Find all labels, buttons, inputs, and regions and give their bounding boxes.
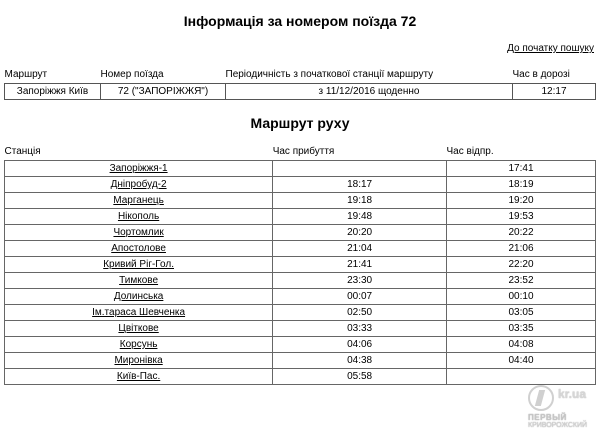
route-header-row (5, 145, 596, 161)
station-link[interactable]: Апостолове (111, 243, 166, 254)
route-row (5, 161, 596, 177)
departure-time-cell: 03:35 (447, 321, 596, 337)
route-row (5, 225, 596, 241)
station-cell (5, 369, 273, 385)
travel-time-value: 12:17 (513, 84, 596, 100)
train-info-row (5, 84, 596, 100)
station-cell (5, 225, 273, 241)
station-cell (5, 353, 273, 369)
station-cell (5, 273, 273, 289)
route-table (4, 145, 596, 385)
departure-time-cell: 03:05 (447, 305, 596, 321)
periodicity-header: Періодичність з початкової станції маршруту (225, 68, 434, 80)
arrival-time-cell: 04:06 (273, 337, 447, 353)
departure-time-cell: 17:41 (447, 161, 596, 177)
watermark-line3: КРИВОРОЖСКИЙ (528, 422, 588, 429)
arrival-time-cell: 02:50 (273, 305, 447, 321)
train-info-header-row (5, 68, 596, 84)
travel-time-header: Час в дорозі (512, 68, 570, 80)
arrival-time-cell: 21:41 (273, 257, 447, 273)
departure-time-cell: 00:10 (447, 289, 596, 305)
arrival-time-cell (273, 161, 447, 177)
station-link[interactable]: Київ-Пас. (116, 371, 161, 382)
departure-time-cell: 21:06 (447, 241, 596, 257)
arrival-time-cell: 20:20 (273, 225, 447, 241)
station-link[interactable]: Корсунь (119, 339, 158, 350)
station-link[interactable]: Долинська (113, 291, 164, 302)
departure-time-cell: 19:20 (447, 193, 596, 209)
station-link[interactable]: Чортомлик (113, 227, 164, 238)
station-cell (5, 193, 273, 209)
station-link[interactable]: Тимкове (119, 275, 159, 286)
station-cell (5, 321, 273, 337)
departure-time-cell: 22:20 (447, 257, 596, 273)
route-row (5, 305, 596, 321)
route-table-body (5, 161, 596, 385)
arrival-time-cell: 19:18 (273, 193, 447, 209)
departure-time-cell: 18:19 (447, 177, 596, 193)
station-link[interactable]: Миронівка (114, 355, 163, 366)
route-row (5, 273, 596, 289)
station-link[interactable]: Нікополь (117, 211, 160, 222)
route-row (5, 257, 596, 273)
route-section-title: Маршрут руху (250, 115, 350, 131)
route-value: Запоріжжя Київ (5, 84, 101, 100)
route-header: Маршрут (4, 68, 48, 80)
station-link[interactable]: Дніпробуд-2 (110, 179, 167, 190)
station-link[interactable]: Ім.тараса Шевченка (92, 307, 186, 318)
station-cell (5, 257, 273, 273)
station-link[interactable]: Марганець (113, 195, 164, 206)
page-title: Інформація за номером поїзда 72 (183, 13, 417, 29)
station-cell (5, 209, 273, 225)
route-row (5, 289, 596, 305)
station-cell (5, 289, 273, 305)
departure-time-cell: 04:40 (447, 353, 596, 369)
station-cell (5, 177, 273, 193)
train-no-value: 72 ("ЗАПОРІЖЖЯ") (101, 84, 226, 100)
station-link[interactable]: Кривий Ріг-Гол. (103, 259, 174, 270)
station-cell (5, 241, 273, 257)
departure-time-cell: 19:53 (447, 209, 596, 225)
route-row (5, 369, 596, 385)
departure-time-cell: 23:52 (447, 273, 596, 289)
departure-time-cell: 20:22 (447, 225, 596, 241)
station-header: Станція (4, 145, 41, 157)
arrival-time-cell: 19:48 (273, 209, 447, 225)
arrival-time-cell: 04:38 (273, 353, 447, 369)
departure-header: Час відпр. (446, 145, 494, 157)
route-row (5, 209, 596, 225)
watermark-logo-icon (528, 385, 554, 411)
route-row (5, 193, 596, 209)
periodicity-value: з 11/12/2016 щоденно (226, 84, 513, 100)
arrival-time-cell: 05:58 (273, 369, 447, 385)
route-row (5, 321, 596, 337)
site-watermark (528, 385, 596, 429)
route-row (5, 353, 596, 369)
arrival-time-cell: 00:07 (273, 289, 447, 305)
train-info-table (4, 68, 596, 100)
watermark-line2: ПЕРВЫЙ (528, 413, 567, 422)
route-row (5, 337, 596, 353)
arrival-time-cell: 18:17 (273, 177, 447, 193)
arrival-header: Час прибуття (272, 145, 335, 157)
departure-time-cell (447, 369, 596, 385)
train-no-header: Номер поїзда (100, 68, 164, 80)
station-cell (5, 305, 273, 321)
station-link[interactable]: Запоріжжя-1 (109, 163, 168, 174)
arrival-time-cell: 23:30 (273, 273, 447, 289)
arrival-time-cell: 21:04 (273, 241, 447, 257)
station-link[interactable]: Цвіткове (118, 323, 159, 334)
back-to-search-link[interactable]: До початку пошуку (507, 43, 594, 54)
station-cell (5, 161, 273, 177)
watermark-line1: kr.ua (558, 387, 587, 401)
route-row (5, 177, 596, 193)
station-cell (5, 337, 273, 353)
departure-time-cell: 04:08 (447, 337, 596, 353)
arrival-time-cell: 03:33 (273, 321, 447, 337)
route-row (5, 241, 596, 257)
